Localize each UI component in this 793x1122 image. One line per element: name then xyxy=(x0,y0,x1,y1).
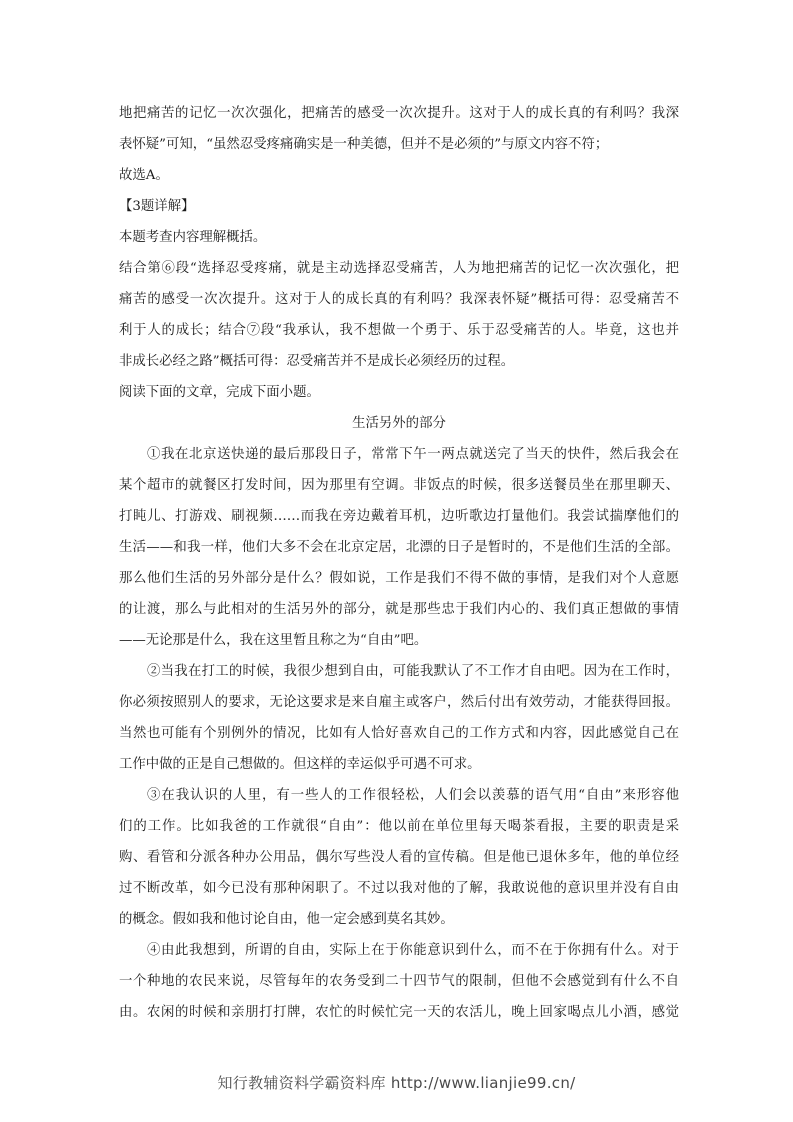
text-line: 们的工作。比如我爸的工作就很“自由”：他以前在单位里每天喝茶看报，主要的职责是采 xyxy=(119,819,679,834)
text-line: 某个超市的就餐区打发时间，因为那里有空调。非饭点的时候，很多送餐员坐在那里聊天、 xyxy=(119,478,679,493)
text-line: 购、看管和分派各种办公用品，偶尔写些没人看的宣传稿。但是他已退休多年，他的单位经 xyxy=(119,850,679,865)
footer-watermark: 知行教辅资料学霸资料库 http://www.lianjie99.cn/ xyxy=(217,1074,576,1092)
text-line: 生活——和我一样，他们大多不会在北京定居，北漂的日子是暂时的，不是他们生活的全部。 xyxy=(119,540,679,555)
text-line: 工作中做的正是自己想做的。但这样的幸运似乎可遇不可求。 xyxy=(119,757,481,772)
text-line: 当然也可能有个别例外的情况，比如有人恰好喜欢自己的工作方式和内容，因此感觉自己在 xyxy=(119,726,679,741)
text-line: 结合第⑥段“选择忍受疼痛，就是主动选择忍受痛苦，人为地把痛苦的记忆一次次强化，把 xyxy=(119,261,679,276)
article-title: 生活另外的部分 xyxy=(352,416,446,431)
text-line: ②当我在打工的时候，我很少想到自由，可能我默认了不工作才自由吧。因为在工作时， xyxy=(147,664,679,679)
text-line: 打盹儿、打游戏、刷视频……而我在旁边戴着耳机，边听歌边打量他们。我尝试揣摩他们的 xyxy=(119,509,679,524)
text-line: ④由此我想到，所谓的自由，实际上在于你能意识到什么，而不在于你拥有什么。对于 xyxy=(147,943,679,958)
text-line: 一个种地的农民来说，尽管每年的农务受到二十四节气的限制，但他不会感觉到有什么不自 xyxy=(119,974,679,989)
text-line: 本题考查内容理解概括。 xyxy=(119,230,267,245)
text-line: 的让渡，那么与此相对的生活另外的部分，就是那些忠于我们内心的、我们真正想做的事情 xyxy=(119,602,679,617)
text-line: 过不断改革，如今已没有那种闲职了。不过以我对他的了解，我敢说他的意识里并没有自由 xyxy=(119,881,679,896)
text-line: 利于人的成长；结合⑦段“我承认，我不想做一个勇于、乐于忍受痛苦的人。毕竟，这也并 xyxy=(119,323,679,338)
text-line: 由。农闲的时候和亲朋打打牌，农忙的时候忙完一天的农活儿，晚上回家喝点儿小酒，感觉 xyxy=(119,1005,679,1020)
text-line: 你必须按照别人的要求，无论这要求是来自雇主或客户，然后付出有效劳动，才能获得回报。 xyxy=(119,695,679,710)
text-line: 的概念。假如我和他讨论自由，他一定会感到莫名其妙。 xyxy=(119,912,454,927)
text-line: 非成长必经之路”概括可得：忍受痛苦并不是成长必须经历的过程。 xyxy=(119,354,515,369)
section-heading: 【3题详解】 xyxy=(119,199,195,214)
text-line: 表怀疑”可知，“虽然忍受疼痛确实是一种美德，但并不是必须的”与原文内容不符； xyxy=(119,137,609,152)
text-line: 地把痛苦的记忆一次次强化，把痛苦的感受一次次提升。这对于人的成长真的有利吗？我深 xyxy=(119,106,679,121)
text-line: 故选A。 xyxy=(119,168,169,183)
text-line: 痛苦的感受一次次提升。这对于人的成长真的有利吗？我深表怀疑”概括可得：忍受痛苦不 xyxy=(119,292,679,307)
text-line: ③在我认识的人里，有一些人的工作很轻松，人们会以羡慕的语气用“自由”来形容他 xyxy=(147,788,679,803)
text-line: ①我在北京送快递的最后那段日子，常常下午一两点就送完了当天的快件，然后我会在 xyxy=(147,447,679,462)
text-line: 阅读下面的文章，完成下面小题。 xyxy=(119,385,320,400)
text-line: ——无论那是什么，我在这里暂且称之为“自由”吧。 xyxy=(119,633,428,648)
text-line: 那么他们生活的另外部分是什么？假如说，工作是我们不得不做的事情，是我们对个人意愿 xyxy=(119,571,679,586)
